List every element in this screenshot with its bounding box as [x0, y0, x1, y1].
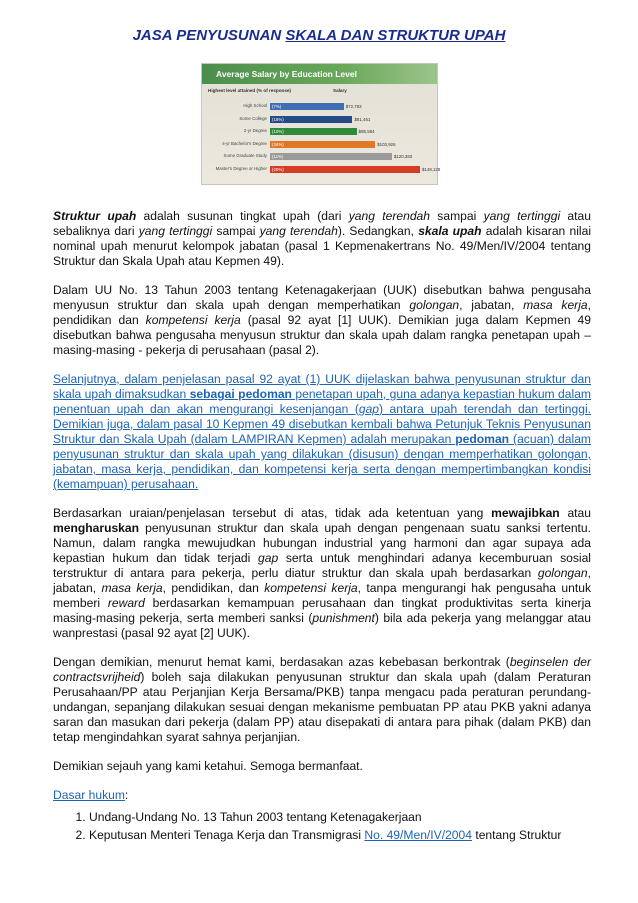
text: penyusunan struktur dan skala upah dengan pengenaan suatu sanksi tertentu. Namun, dalam rangka mewujudkan hubungan industrial yang harmoni dan agar supaya ada kepastian hukum dan tidak terjadi: [53, 521, 591, 565]
text[interactable]: penetapan upah, guna adanya kepastian hukum dalam penentuan upah dan akan mengurangi kesenjangan (: [53, 387, 591, 416]
article-body: [53, 209, 591, 846]
text[interactable]: Selanjutnya, dalam penjelasan pasal 92 ayat (1) UUK dijelaskan bahwa penyusunan struktur dan skala upah dimaksudkan: [53, 372, 591, 401]
text: , jabatan,: [459, 298, 524, 312]
text[interactable]: ) antara upah terendah dan tertinggi. Demikian juga, dalam pasal 10 Kepmen 49 disebutkan kembali bahwa Petunjuk Teknis Penyusunan Struktur dan Skala Upah (dalam LAMPIRAN Kepmen) adalah merupakan: [53, 402, 591, 446]
text: sampai: [430, 209, 484, 223]
chart-bar-salary: $72,783: [345, 104, 362, 109]
chart-row-label: 4-yr Bachelor's Degree: [222, 140, 267, 146]
text[interactable]: (acuan) dalam penyusunan struktur dan skala upah yang dilakukan (disusun) dengan memperhatikan golongan, jabatan, masa kerja, pendidikan, dan kompetensi kerja serta dengan mempertimbangkan kondisi (kemampuan) perusahaan.: [53, 432, 591, 491]
chart-header-salary: Salary: [333, 88, 347, 93]
text: (pasal 92 ayat [1] UUK). Demikian juga dalam Kepmen 49 disebutkan bahwa pengusaha menyusun struktur dan skala upah dalam rangka penetapan upah – masing-masing - pekerja di perusahaan (pasal 2).: [53, 313, 591, 357]
text[interactable]: pedoman: [455, 432, 510, 446]
text: adalah susunan tingkat upah (dari: [136, 209, 349, 223]
text: reward: [107, 596, 145, 610]
text: punishment: [312, 611, 375, 625]
legal-item-2: [89, 828, 591, 843]
chart-row: [202, 102, 439, 111]
chart-bar-percent: (7%): [272, 104, 282, 109]
chart-bar-salary: $120,383: [393, 154, 413, 160]
chart-header-level: Highest level attained (% of response): [208, 88, 291, 93]
text: serta untuk menghindari adanya kecemburuan sosial terstruktur di antara para pekerja, perlu diatur struktur dan skala upah berdasarkan: [53, 551, 591, 580]
text: adalah kisaran nilai nominal upah menurut kelompok jabatan (pasal 1 Kepmenakertrans No. 49/Men/IV/2004 tentang Struktur dan Skala Upah atau Kepmen 49).: [53, 224, 592, 268]
paragraph-5: [53, 655, 591, 745]
chart-row-label: 2-yr Degree: [243, 128, 267, 134]
term-skala-upah: skala upah: [418, 224, 482, 238]
legal-basis-heading[interactable]: Dasar hukum: [53, 788, 125, 802]
chart-row: [202, 115, 439, 124]
chart-row-label: High School: [243, 103, 267, 108]
text: atau sebaliknya dari: [53, 209, 591, 238]
chart-bar: [270, 153, 392, 160]
legal-list: [53, 810, 591, 843]
text: :: [124, 788, 129, 802]
paragraph-1: [53, 209, 591, 269]
title-part-1: JASA PENYUSUNAN: [132, 27, 282, 44]
paragraph-2: [53, 283, 591, 358]
legal-item-1: 1. Undang-Undang No. 13 Tahun 2003 tentang Ketenagakerjaan: [89, 810, 591, 825]
legal-basis: [53, 788, 591, 843]
text: ). Sedangkan,: [337, 224, 419, 238]
text: masa kerja: [523, 298, 588, 312]
chart-row: [202, 165, 439, 174]
chart-title: Average Salary by Education Level: [202, 64, 437, 84]
chart-bar: [270, 141, 375, 148]
chart-bar-salary: $103,926: [377, 141, 396, 147]
text[interactable]: sebagai pedoman: [189, 387, 292, 401]
chart-row: [202, 127, 439, 136]
text: mewajibkan: [491, 506, 560, 520]
chart-bar-salary: $85,584: [358, 129, 375, 135]
chart-row: [202, 152, 439, 161]
text: gap: [258, 551, 279, 565]
text: Dengan demikian, menurut hemat kami, berdasakan azas kebebasan berkontrak (: [53, 655, 510, 669]
text: ) bila ada pekerja yang melanggar atau wanprestasi (pasal 92 ayat [2] UUK).: [53, 611, 592, 640]
text: sampai: [212, 224, 260, 238]
text: ) boleh saja dilakukan penyusunan struktur dan skala upah (dalam Peraturan Perusahaan/PP atau Perjanjian Kerja Bersama/PKB) tanpa mengacu pada peraturan perundang-undangan, sepanjang dilakukan sesuai dengan mekanisme pembuatan PP atau PKB yakni adanya saran dan masukan dari pekerja (dalam PP) atau disepakati di antara para pihak (dalam PKB) dan tetap mengindahkan syarat sahnya perjanjian.: [53, 670, 591, 744]
text: mengharuskan: [53, 521, 140, 535]
chart-bar-percent: (20%): [272, 167, 284, 172]
term-struktur-upah: Struktur upah: [53, 209, 137, 223]
text: golongan: [409, 298, 460, 312]
text: golongan: [537, 566, 588, 580]
chart-row-label: Some Graduate Study: [223, 153, 267, 159]
text: yang terendah: [259, 224, 338, 238]
text: , jabatan,: [53, 566, 591, 595]
text: masa kerja: [101, 581, 163, 595]
chart-row-label: Master's Degree or Higher: [215, 166, 267, 171]
text: Keputusan Menteri Tenaga Kerja dan Transmigrasi: [89, 828, 365, 842]
text: Dalam UU No. 13 Tahun 2003 tentang Ketenagakerjaan (UUK) disebutkan bahwa pengusaha menyusun struktur dan skala upah dengan memperhatikan: [53, 283, 591, 312]
text: , pendidikan dan: [53, 298, 591, 327]
text: , tanpa mengurangi hak pengusaha untuk memberi: [53, 581, 592, 610]
text: tentang Struktur: [471, 828, 562, 842]
chart-bar: [270, 166, 420, 173]
salary-chart-image: [201, 63, 441, 185]
text[interactable]: gap: [358, 402, 380, 416]
text: , pendidikan, dan: [162, 581, 265, 595]
kepmen-49-link[interactable]: No. 49/Men/IV/2004: [364, 828, 472, 842]
chart-bar-salary: $148,128: [422, 167, 441, 172]
text: berdasarkan kemampuan perusahaan dan tingkat produktivitas serta kinerja masing-masing pekerja, serta memberi sanksi (: [53, 596, 591, 625]
text: yang terendah: [348, 209, 431, 223]
paragraph-6: Demikian sejauh yang kami ketahui. Semoga bermanfaat.: [53, 759, 363, 773]
chart-bar-percent: (34%): [272, 141, 284, 147]
chart-header: [208, 88, 347, 93]
chart-bar-percent: (10%): [272, 129, 284, 135]
paragraph-4: [53, 506, 591, 641]
text: beginselen der contractsvrijheid: [53, 655, 592, 684]
text: kompetensi kerja: [145, 313, 241, 327]
text: yang tertinggi: [483, 209, 561, 223]
chart-row: [202, 140, 439, 149]
chart-bar-percent: (11%): [272, 154, 284, 160]
text: kompetensi kerja: [264, 581, 358, 595]
text: Berdasarkan uraian/penjelasan tersebut di atas, tidak ada ketentuan yang: [53, 506, 492, 520]
chart-row-label: Some College: [239, 115, 267, 121]
text: yang tertinggi: [138, 224, 213, 238]
title-part-2: SKALA DAN STRUKTUR UPAH: [285, 27, 506, 44]
text: atau: [559, 506, 591, 520]
paragraph-3-link[interactable]: [53, 372, 591, 492]
page-title: [0, 27, 638, 44]
chart-bar-percent: (18%): [272, 116, 284, 122]
chart-bar-salary: $81,461: [354, 116, 371, 122]
